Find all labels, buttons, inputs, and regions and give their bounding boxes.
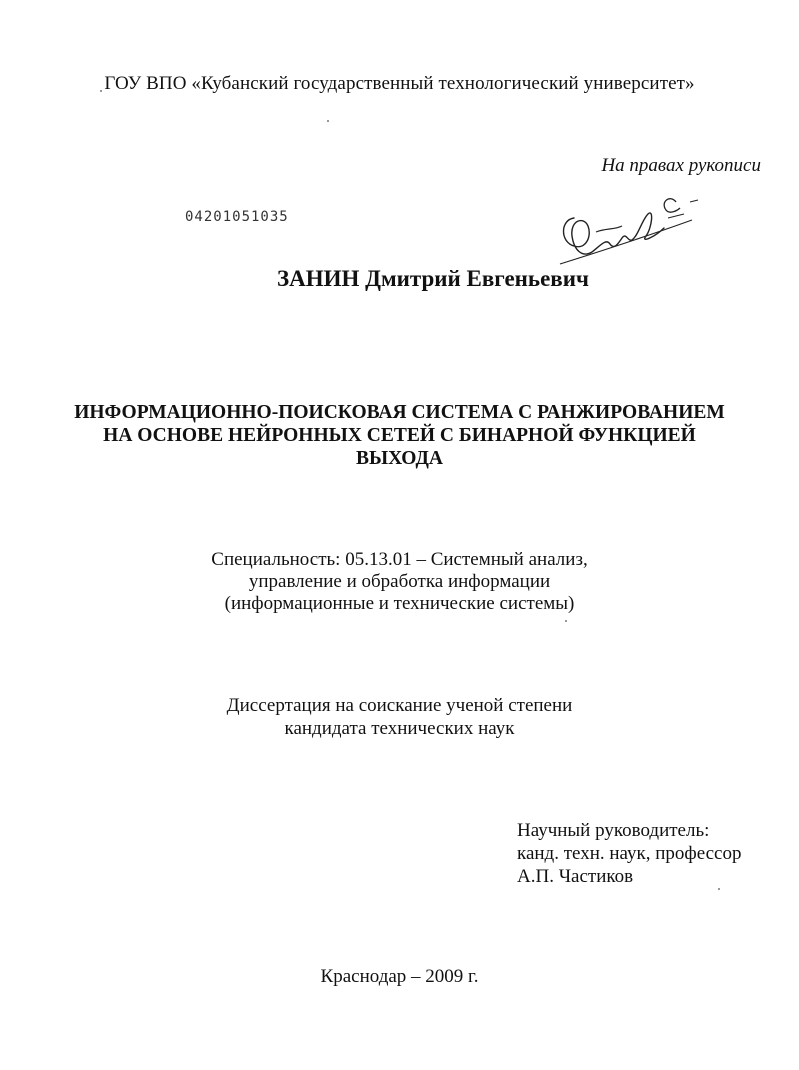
city-year: Краснодар – 2009 г. [320, 966, 479, 987]
degree-line: Диссертация на соискание ученой степени [226, 695, 573, 716]
scan-speck [718, 888, 720, 890]
author-signature [552, 180, 712, 275]
specialty-line: (информационные и технические системы) [224, 593, 575, 614]
specialty-line: Специальность: 05.13.01 – Системный анализ, [211, 549, 588, 570]
supervisor-line: канд. техн. наук, профессор [517, 843, 742, 864]
degree-block [0, 694, 799, 740]
author-name: ЗАНИН Дмитрий Евгеньевич [277, 266, 589, 291]
title-line: НА ОСНОВЕ НЕЙРОННЫХ СЕТЕЙ С БИНАРНОЙ ФУНКЦИЕЙ [103, 425, 696, 446]
title-line: ИНФОРМАЦИОННО-ПОИСКОВАЯ СИСТЕМА С РАНЖИРОВАНИЕМ [74, 402, 725, 423]
institution-name: ГОУ ВПО «Кубанский государственный технологический университет» [104, 73, 695, 94]
specialty-line: управление и обработка информации [248, 571, 551, 592]
specialty-block [0, 549, 799, 615]
supervisor-line: Научный руководитель: [517, 820, 710, 841]
scan-speck [565, 620, 567, 622]
supervisor-block [517, 819, 741, 888]
title-line: ВЫХОДА [356, 448, 443, 469]
registration-number: 04201051035 [185, 209, 289, 225]
scan-speck [327, 120, 329, 122]
supervisor-line: А.П. Частиков [517, 866, 634, 887]
scan-speck [100, 90, 102, 92]
degree-line: кандидата технических наук [284, 718, 515, 739]
rights-note: На правах рукописи [601, 155, 761, 176]
dissertation-title [0, 401, 799, 470]
